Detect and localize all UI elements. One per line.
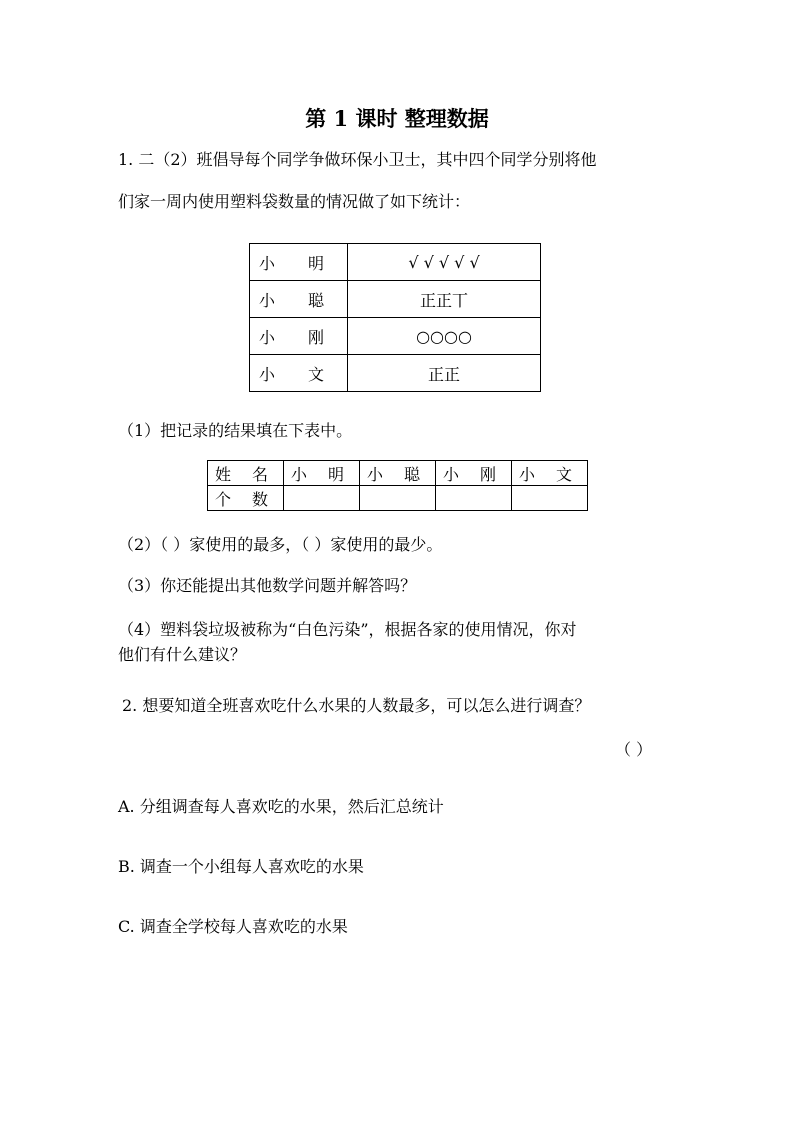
record-name-cell: 小 明 [250, 244, 348, 281]
record-mark-cell: √ √ √ √ √ [348, 244, 541, 281]
record-mark-cell: 正正 [348, 355, 541, 392]
q1-sub1: （1）把记录的结果填在下表中。 [118, 421, 353, 440]
record-mark-cell: ○○○○ [348, 318, 541, 355]
record-name-cell: 小 聪 [250, 281, 348, 318]
table-row [208, 461, 588, 486]
header-cell: 小 文 [512, 461, 588, 486]
header-cell: 小 聪 [360, 461, 436, 486]
table-row [250, 355, 541, 392]
header-cell-name: 姓 名 [208, 461, 284, 486]
q2-option-b: B. 调查一个小组每人喜欢吃的水果 [118, 857, 364, 876]
record-mark-cell: 正正丅 [348, 281, 541, 318]
record-table [249, 243, 541, 392]
q2-option-c: C. 调查全学校每人喜欢吃的水果 [118, 917, 348, 936]
page-title: 第 1 课时 整理数据 [305, 106, 489, 131]
header-cell: 小 刚 [436, 461, 512, 486]
q2-question: 2. 想要知道全班喜欢吃什么水果的人数最多，可以怎么进行调查？ [122, 696, 591, 715]
answer-cell[interactable] [436, 486, 512, 511]
table-row [250, 244, 541, 281]
q1-sub3: （3）你还能提出其他数学问题并解答吗？ [118, 576, 417, 595]
answer-cell[interactable] [360, 486, 436, 511]
q2-option-a: A. 分组调查每人喜欢吃的水果，然后汇总统计 [118, 797, 444, 816]
answer-cell[interactable] [512, 486, 588, 511]
record-name-cell: 小 文 [250, 355, 348, 392]
header-cell: 小 明 [284, 461, 360, 486]
count-label-cell: 个 数 [208, 486, 284, 511]
answer-cell[interactable] [284, 486, 360, 511]
q1-sub4-line1: （4）塑料袋垃圾被称为“白色污染”，根据各家的使用情况，你对 [118, 620, 577, 639]
q1-sub2: （2）（ ）家使用的最多，（ ）家使用的最少。 [118, 535, 443, 554]
q1-sub4-line2: 他们有什么建议？ [118, 645, 247, 664]
q1-intro-line1: 1. 二（2）班倡导每个同学争做环保小卫士，其中四个同学分别将他 [118, 150, 597, 169]
table-row [250, 318, 541, 355]
record-name-cell: 小 刚 [250, 318, 348, 355]
q1-intro-line2: 们家一周内使用塑料袋数量的情况做了如下统计： [118, 192, 471, 211]
fill-table [207, 460, 588, 511]
table-row [208, 486, 588, 511]
table-row [250, 281, 541, 318]
q2-answer-paren: （ ） [615, 740, 653, 759]
